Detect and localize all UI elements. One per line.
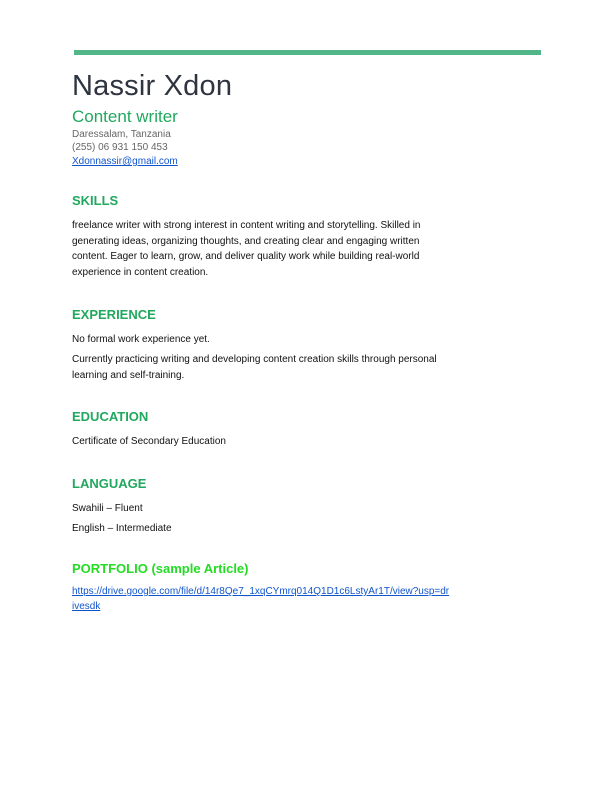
- skills-text: freelance writer with strong interest in content writing and storytelling. Skilled in generating ideas, organizing thoughts, and creating clear and engaging written content. Eager to learn, grow, and deliver quality work while building real-world experience in content creation.: [72, 220, 421, 278]
- contact-location: Daressalam, Tanzania: [72, 129, 171, 140]
- experience-line-2: Currently practicing writing and developing content creation skills through personal learning and self-training.: [72, 354, 437, 381]
- contact-email-link[interactable]: Xdonnassir@gmail.com: [72, 156, 178, 167]
- language-line-1: Swahili – Fluent: [72, 503, 143, 514]
- top-accent-rule: [74, 50, 541, 55]
- skills-heading: SKILLS: [72, 193, 119, 208]
- candidate-title: Content writer: [72, 107, 178, 126]
- education-heading: EDUCATION: [72, 409, 149, 424]
- contact-phone: (255) 06 931 150 453: [72, 142, 168, 153]
- candidate-name: Nassir Xdon: [72, 70, 233, 102]
- portfolio-link[interactable]: https://drive.google.com/file/d/14r8Qe7_1xqCYmrq014Q1D1c6LstyAr1T/view?usp=drivesdk: [72, 586, 450, 612]
- education-line-1: Certificate of Secondary Education: [72, 436, 226, 447]
- language-heading: LANGUAGE: [72, 476, 147, 491]
- portfolio-heading: PORTFOLIO (sample Article): [72, 561, 249, 576]
- language-line-2: English – Intermediate: [72, 523, 172, 534]
- experience-heading: EXPERIENCE: [72, 307, 156, 322]
- experience-line-1: No formal work experience yet.: [72, 334, 210, 345]
